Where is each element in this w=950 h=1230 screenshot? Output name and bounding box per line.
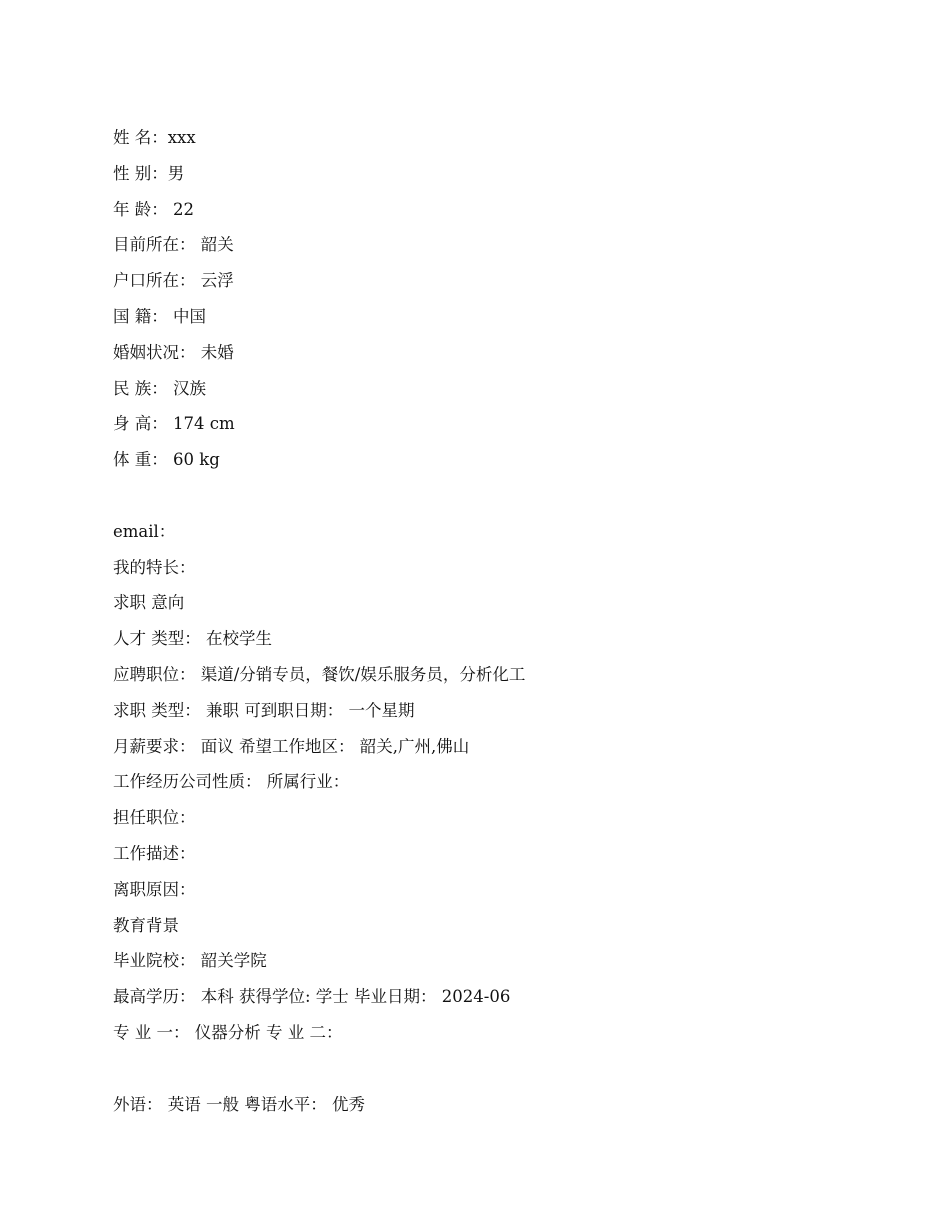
specialty-line: 我的特长： [113,557,196,577]
position-applied-line: 应聘职位： 渠道/分销专员，餐饮/娱乐服务员，分析化工 [113,664,526,684]
ethnicity-line: 民 族： 汉族 [113,378,206,398]
age-line: 年 龄： 22 [113,199,194,219]
name-line: 姓 名：xxx [113,128,196,147]
salary-line: 月薪要求： 面议 希望工作地区： 韶关,广州,佛山 [113,736,470,756]
education-heading: 教育背景 [113,915,179,935]
blank-line [113,1051,893,1087]
nationality-line: 国 籍： 中国 [113,306,206,326]
height-line: 身 高： 174 cm [113,414,235,434]
major-line: 专 业 一： 仪器分析 专 业 二： [113,1022,343,1042]
blank-line [113,478,893,514]
marital-status-line: 婚姻状况： 未婚 [113,342,234,362]
job-type-line: 求职 类型： 兼职 可到职日期： 一个星期 [113,700,415,720]
leaving-reason-line: 离职原因： [113,879,196,899]
resume-body [113,120,893,1122]
current-location-line: 目前所在： 韶关 [113,235,234,255]
work-experience-line: 工作经历公司性质： 所属行业： [113,772,350,792]
email-line: email： [113,521,176,541]
job-intention-heading: 求职 意向 [113,593,185,613]
highest-degree-line: 最高学历： 本科 获得学位: 学士 毕业日期： 2024-06 [113,987,511,1007]
language-line: 外语： 英语 一般 粤语水平： 优秀 [113,1094,365,1114]
school-line: 毕业院校： 韶关学院 [113,951,267,971]
job-description-line: 工作描述： [113,843,196,863]
weight-line: 体 重： 60 kg [113,450,220,470]
gender-line: 性 别：男 [113,163,185,183]
position-held-line: 担任职位： [113,808,196,828]
talent-type-line: 人才 类型： 在校学生 [113,629,272,649]
household-registration-line: 户口所在： 云浮 [113,271,234,291]
